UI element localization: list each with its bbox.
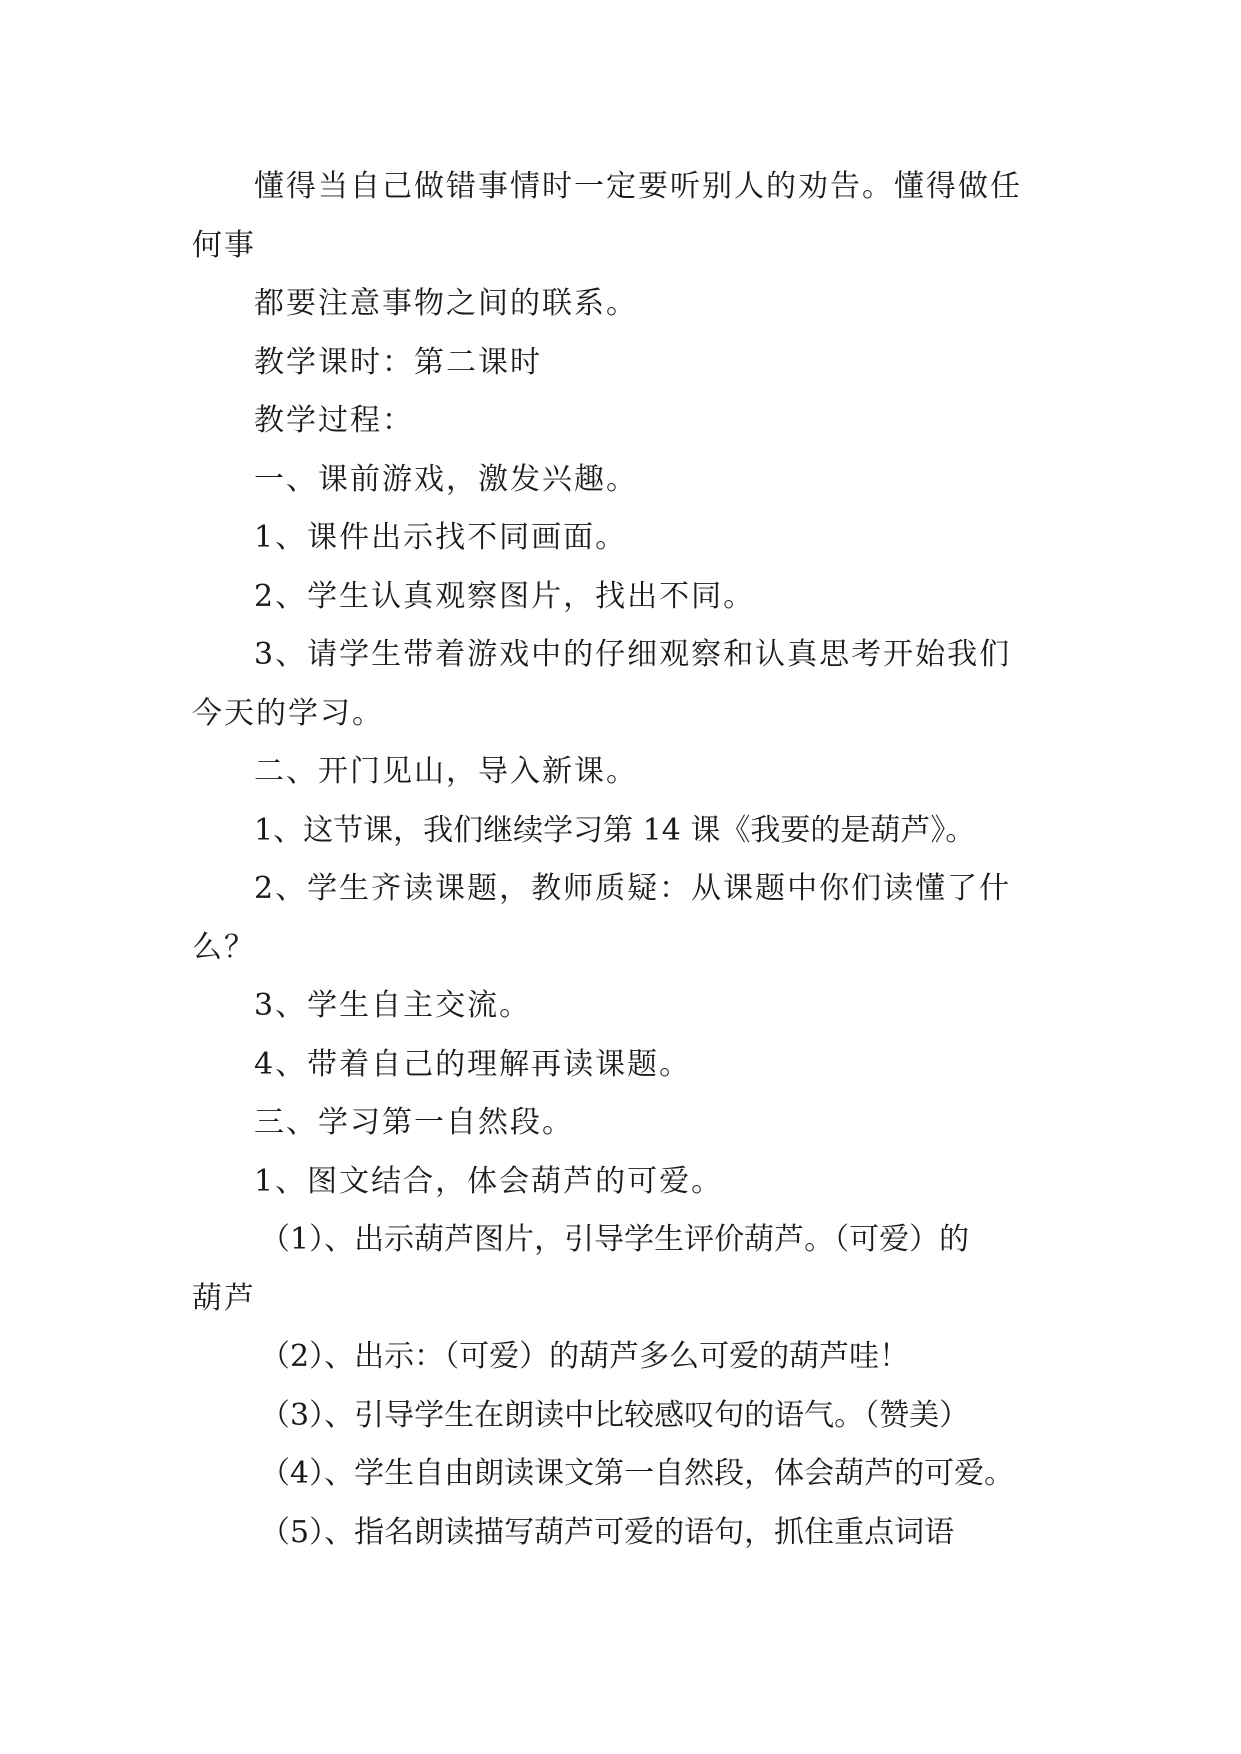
text-line-2: 何事	[192, 227, 256, 263]
list-item: 4、带着自己的理解再读课题。	[254, 1046, 692, 1082]
list-item: 3、学生自主交流。	[254, 988, 532, 1023]
section-heading-2: 二、开门见山，导入新课。	[254, 754, 638, 789]
sub-list-item-continuation: 葫芦	[192, 1280, 256, 1316]
text-line-3: 都要注意事物之间的联系。	[254, 286, 638, 321]
sub-list-item: （4）、学生自由朗读课文第一自然段，体会葫芦的可爱。	[260, 1456, 1015, 1491]
sub-list-item: （2）、出示：（可爱）的葫芦多么可爱的葫芦哇！	[260, 1339, 910, 1374]
list-item: 2、学生齐读课题，教师质疑：从课题中你们读懂了什	[254, 871, 1012, 906]
sub-list-item: （5）、指名朗读描写葫芦可爱的语句，抓住重点词语	[260, 1514, 955, 1550]
sub-list-item: （3）、引导学生在朗读中比较感叹句的语气。（赞美）	[260, 1397, 970, 1433]
list-item: 1、课件出示找不同画面。	[254, 520, 628, 555]
section-heading-3: 三、学习第一自然段。	[254, 1105, 574, 1140]
list-item: 1、图文结合，体会葫芦的可爱。	[254, 1163, 724, 1199]
list-item-continuation: 今天的学习。	[192, 695, 384, 731]
sub-list-item: （1）、出示葫芦图片，引导学生评价葫芦。（可爱）的	[260, 1222, 970, 1257]
teaching-process-heading: 教学过程：	[254, 403, 414, 438]
list-item-continuation: 么？	[192, 929, 256, 965]
list-item: 3、请学生带着游戏中的仔细观察和认真思考开始我们	[254, 637, 1012, 672]
document-body	[192, 158, 1052, 1562]
section-heading-1: 一、课前游戏，激发兴趣。	[254, 461, 638, 497]
list-item: 1、这节课，我们继续学习第 14 课《我要的是葫芦》。	[254, 812, 976, 848]
list-item: 2、学生认真观察图片，找出不同。	[254, 578, 756, 614]
lesson-period-line: 教学课时：第二课时	[254, 344, 542, 380]
text-line-1: 懂得当自己做错事情时一定要听别人的劝告。懂得做任	[254, 169, 1022, 204]
